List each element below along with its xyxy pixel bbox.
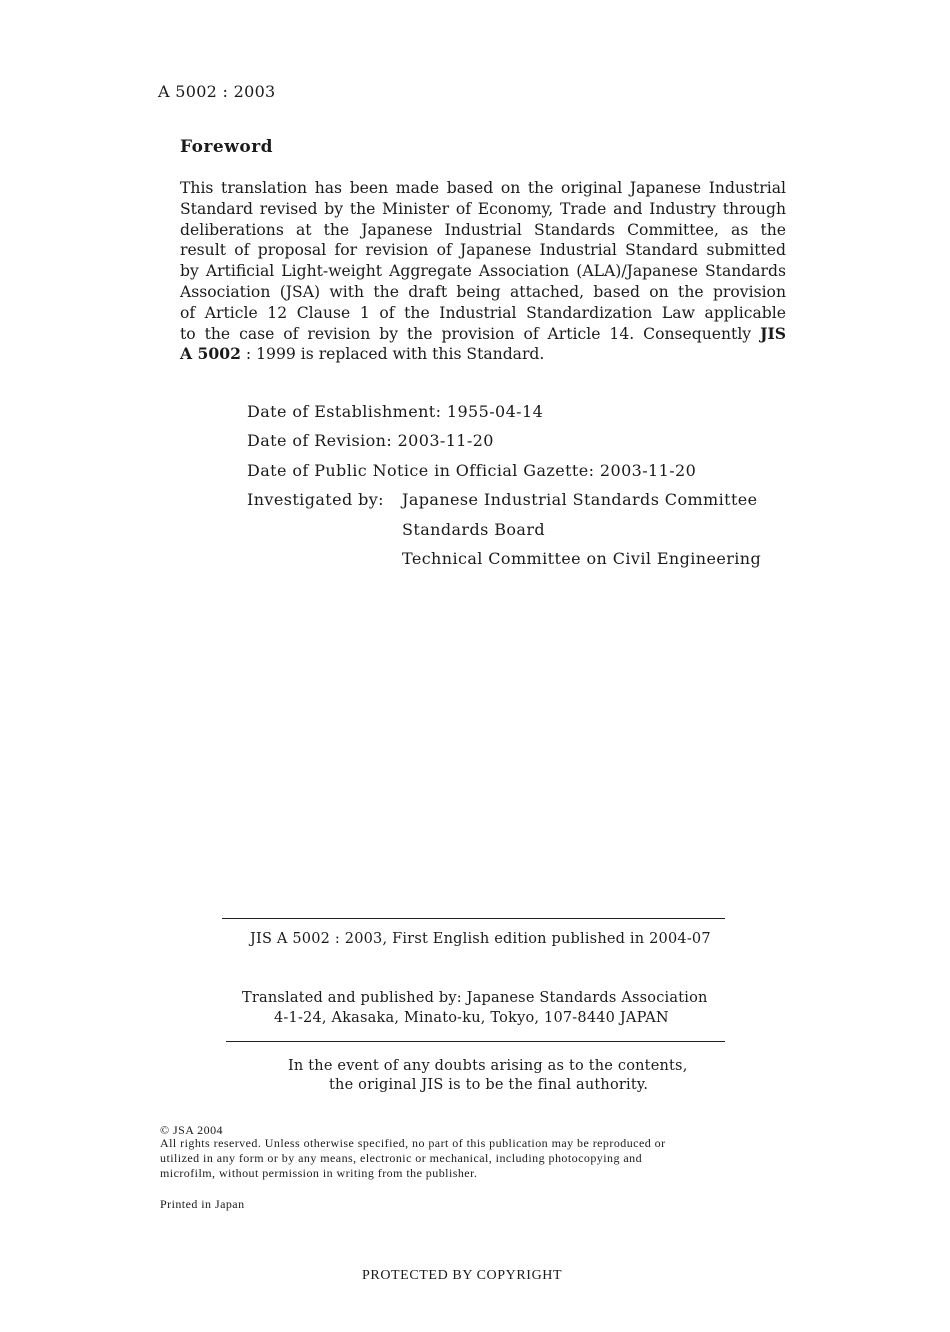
investigated-by-committee: Japanese Industrial Standards Committee: [402, 490, 758, 509]
rights-line-1: All rights reserved. Unless otherwise specified, no part of this publication may be reproduced or: [160, 1136, 666, 1150]
document-code: A 5002 : 2003: [158, 82, 276, 101]
foreword-line: result of proposal for revision of Japanese Industrial Standard submitted: [180, 241, 786, 260]
investigated-by-board: Standards Board: [402, 520, 546, 539]
foreword-line: Standard revised by the Minister of Economy, Trade and Industry through: [180, 199, 786, 218]
printed-in-note: Printed in Japan: [160, 1197, 245, 1211]
date-of-revision: Date of Revision: 2003-11-20: [247, 431, 494, 450]
authority-note-line-2: the original JIS is to be the final authority.: [329, 1077, 649, 1093]
rights-line-3: microfilm, without permission in writing from the publisher.: [160, 1166, 478, 1180]
translated-by-line: Translated and published by: Japanese Standards Association: [242, 990, 708, 1006]
foreword-line: [180, 344, 786, 365]
authority-note-line-1: In the event of any doubts arising as to the contents,: [288, 1058, 688, 1074]
foreword-line-text: : 1999 is replaced with this Standard.: [240, 345, 545, 364]
standard-number-bold: A 5002: [180, 344, 241, 364]
foreword-line: Association (JSA) with the draft being attached, based on the provision: [180, 282, 786, 301]
publisher-address: 4-1-24, Akasaka, Minato-ku, Tokyo, 107-8440 JAPAN: [274, 1010, 669, 1026]
foreword-paragraph: [180, 178, 786, 365]
foreword-line: This translation has been made based on the original Japanese Industrial: [180, 179, 786, 197]
copyright-notice: © JSA 2004: [160, 1123, 223, 1137]
date-of-establishment: Date of Establishment: 1955-04-14: [247, 402, 544, 421]
foreword-line: deliberations at the Japanese Industrial Standards Committee, as the: [180, 220, 786, 239]
foreword-heading: Foreword: [180, 137, 274, 157]
protected-by-copyright-footer: PROTECTED BY COPYRIGHT: [362, 1268, 563, 1283]
investigated-by-technical-committee: Technical Committee on Civil Engineering: [402, 549, 762, 568]
foreword-line-text: to the case of revision by the provision of Article 14. Consequently: [180, 324, 761, 343]
divider-bottom: [226, 1041, 725, 1042]
divider-top: [222, 918, 725, 919]
edition-line: JIS A 5002 : 2003, First English edition published in 2004-07: [250, 931, 711, 947]
foreword-line: [180, 324, 786, 345]
foreword-line: by Artificial Light-weight Aggregate Association (ALA)/Japanese Standards: [180, 262, 786, 281]
rights-line-2: utilized in any form or by any means, electronic or mechanical, including photocopying and: [160, 1151, 643, 1165]
foreword-line: of Article 12 Clause 1 of the Industrial Standardization Law applicable: [180, 303, 786, 322]
date-of-public-notice: Date of Public Notice in Official Gazette: 2003-11-20: [247, 461, 697, 480]
investigated-by-label: Investigated by:: [247, 490, 384, 509]
jis-bold-label: JIS: [760, 323, 786, 343]
